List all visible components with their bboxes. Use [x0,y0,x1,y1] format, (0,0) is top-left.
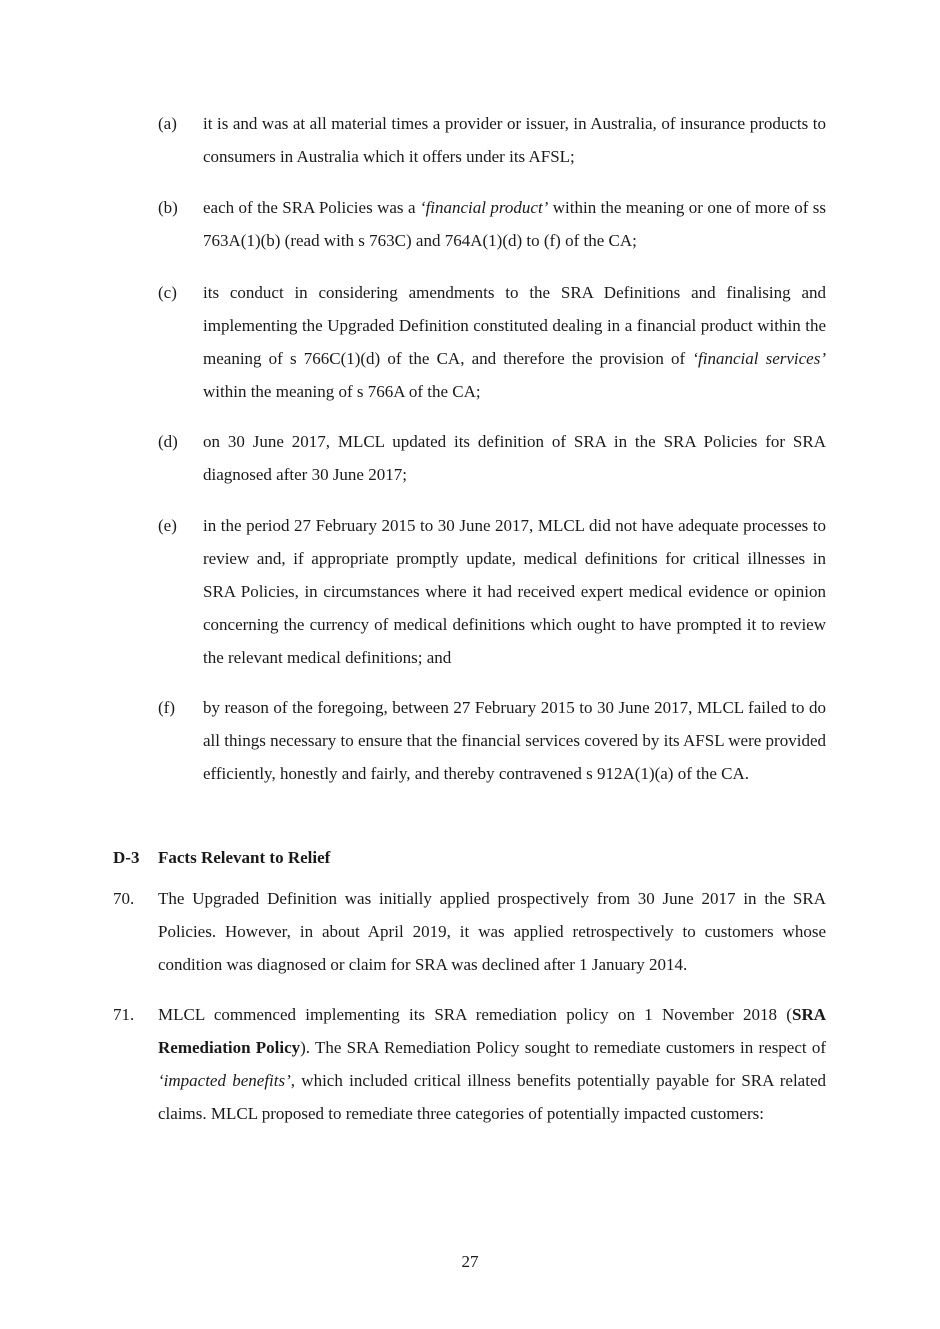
text-run: ). The SRA Remediation Policy sought to remediate customers in respect of [300,1038,826,1057]
sub-item-text [203,191,826,257]
sub-item-label: (a) [158,114,177,133]
page-number: 27 [461,1252,479,1271]
text-run: its conduct in considering amendments to the SRA Definitions and finalising and implementing the Upgraded Definition constituted dealing in a financial product within the meaning of s 766C(1)(d) of the CA, and therefore the provision of [203,283,826,368]
italic-term: ‘financial services’ [692,349,826,368]
paragraph-text [158,998,826,1130]
sub-item-e [158,509,826,674]
sub-item-text [203,509,826,674]
sub-item-label: (c) [158,283,177,302]
paragraph-number: 71. [113,1005,135,1024]
sub-item-label: (e) [158,516,177,535]
sub-item-f [158,691,826,790]
text-run: by reason of the foregoing, between 27 February 2015 to 30 June 2017, MLCL failed to do all things necessary to ensure that the financial services covered by its AFSL were provided efficiently, honestly and fairly, and thereby contravened s 912A(1)(a) of the CA. [203,698,826,783]
paragraph-text [158,882,826,981]
sub-item-text [203,691,826,790]
paragraph-71 [113,998,826,1130]
paragraph-number: 70. [113,889,135,908]
defined-term: SRA Remediation Policy [158,1005,826,1057]
text-run: within the meaning of s 766A of the CA; [203,382,481,401]
sub-item-a [158,107,826,173]
text-run: on 30 June 2017, MLCL updated its definition of SRA in the SRA Policies for SRA diagnosed after 30 June 2017; [203,432,826,484]
text-run: The Upgraded Definition was initially applied prospectively from 30 June 2017 in the SRA Policies. However, in about April 2019, it was applied retrospectively to customers whose condition was diagnosed or claim for SRA was declined after 1 January 2014. [158,889,826,974]
sub-item-d [158,425,826,491]
section-number: D-3 [113,848,140,867]
sub-item-text [203,425,826,491]
text-run: it is and was at all material times a provider or issuer, in Australia, of insurance products to consumers in Australia which it offers under its AFSL; [203,114,826,166]
text-run: each of the SRA Policies was a [203,198,420,217]
sub-item-text [203,107,826,173]
sub-item-text [203,276,826,408]
sub-item-label: (f) [158,698,175,717]
section-heading [113,846,330,870]
section-title: Facts Relevant to Relief [158,848,331,867]
sub-item-label: (d) [158,432,178,451]
italic-term: ‘impacted benefits’ [158,1071,291,1090]
sub-item-label: (b) [158,198,178,217]
text-run: , which included critical illness benefits potentially payable for SRA related claims. MLCL proposed to remediate three categories of potentially impacted customers: [158,1071,826,1123]
text-run: in the period 27 February 2015 to 30 June 2017, MLCL did not have adequate processes to review and, if appropriate promptly update, medical definitions for critical illnesses in SRA Policies, in circumstances where it had received expert medical evidence or opinion concerning the currency of medical definitions which ought to have prompted it to review the relevant medical definitions; and [203,516,826,667]
text-run: within the meaning or one of more of ss 763A(1)(b) (read with s 763C) and 764A(1)(d) to (f) of the CA; [203,198,826,250]
text-run: MLCL commenced implementing its SRA remediation policy on 1 November 2018 ( [158,1005,792,1024]
paragraph-70 [113,882,826,981]
sub-item-c [158,276,826,408]
sub-item-b [158,191,826,257]
italic-term: ‘financial product’ [419,198,549,217]
